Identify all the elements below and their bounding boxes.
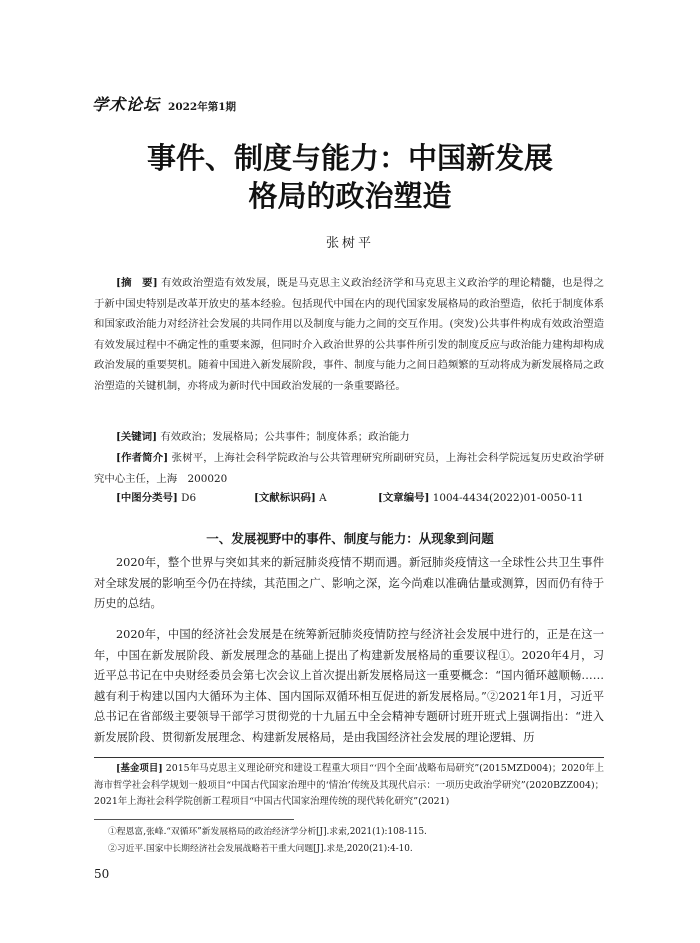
article-number [378,489,584,504]
journal-logo: 学术论坛 [92,95,161,114]
footnote-2: ②习近平.国家中长期经济社会发展战略若干重大问题[J].求是,2020(21):4-10. [108,844,413,854]
running-header [92,92,236,112]
keywords-text: 有效政治；发展格局；公共事件；制度体系；政治能力 [160,431,410,443]
body-paragraph-1: 2020年，整个世界与突如其来的新冠肺炎疫情不期而遇。新冠肺炎疫情这一全球性公共卫生事件对全球发展的影响至今仍在持续，其范围之广、影响之深，迄今尚难以准确估量或测算，因而仍有待于历史的总结。 [94,556,604,610]
issue-label: 2022年第1期 [168,101,237,113]
clc-code [116,489,196,504]
article-title-line2: 格局的政治塑造 [248,179,452,213]
art-value: 1004-4434(2022)01-0050-11 [432,492,584,504]
doc-label: [文献标识码] [254,492,316,504]
section-heading: 一、发展视野中的事件、制度与能力：从现象到问题 [206,531,494,546]
doc-value: A [319,492,327,504]
clc-value: D6 [181,492,197,504]
fund-label: [基金项目] [116,763,163,774]
article-title-line1: 事件、制度与能力：中国新发展 [146,141,553,175]
page-number: 50 [94,867,110,881]
keywords [94,427,604,448]
abstract-text: 有效政治塑造有效发展，既是马克思主义政治经济学和马克思主义政治学的理论精髓，也是得之于新中国史特别是改革开放史的基本经验。包括现代中国在内的现代国家发展格局的政治塑造，依托于制度体系和国家政治能力对经济社会发展的共同作用以及制度与能力之间的交互作用。(突发)公共事件构成有效政治塑造有效发展过程中不确定性的重要来源，但同时介入政治世界的公共事件所引发的制度反应与政治能力建构却构成政治发展的重要契机。随着中国进入新发展阶段，事件、制度与能力之间日趋频繁的互动将成为新发展格局之政治塑造的关键机制，亦将成为新时代中国政治发展的一条重要路径。 [94,277,604,392]
body-paragraph-2: 2020年，中国的经济社会发展是在统筹新冠肺炎疫情防控与经济社会发展中进行的，正是在这一年，中国在新发展阶段、新发展理念的基础上提出了构建新发展格局的重要议程①。2020年4月，习近平总书记在中央财经委员会第七次会议上首次提出新发展格局这一重要概念：“国内循环越顺畅……越有利于构建以国内大循环为主体、国内国际双循环相互促进的新发展格局。”②2021年1月，习近平总书记在省部级主要领导干部学习贯彻党的十九届五中全会精神专题研讨班开班式上强调指出：“进入新发展阶段、贯彻新发展理念、构建新发展格局，是由我国经济社会发展的理论逻辑、历 [94,628,604,744]
footnote-divider [94,819,294,820]
abstract [94,273,604,396]
art-label: [文章编号] [378,492,430,504]
author-info-label: [作者简介] [116,452,169,464]
fund-text: 2015年马克思主义理论研究和建设工程重大项目“‘四个全面’战略布局研究”(2015MZD004)；2020年上海市哲学社会科学规划一般项目“中国古代国家治理中的‘情治’传统及其现代启示：一项历史政治学研究”(2020BZZ004)；2021年上海社会科学院创新工程项目“中国古代国家治理传统的现代转化研究”(2021) [94,763,605,807]
abstract-label: [摘 要] [116,277,158,289]
author-info [94,448,604,489]
classification-codes [116,489,604,509]
author-info-text: 张树平，上海社会科学院政治与公共管理研究所副研究员，上海社会科学院远复历史政治学研究中心主任，上海 200020 [94,452,604,485]
keywords-label: [关键词] [116,431,158,443]
clc-label: [中图分类号] [116,492,178,504]
doc-code [254,489,327,504]
footnote-1: ①程恩富,张峰.“双循环”新发展格局的政治经济学分析[J].求索,2021(1):108-115. [108,827,427,837]
fund-note [94,757,604,811]
author-name: 张树平 [325,236,374,251]
